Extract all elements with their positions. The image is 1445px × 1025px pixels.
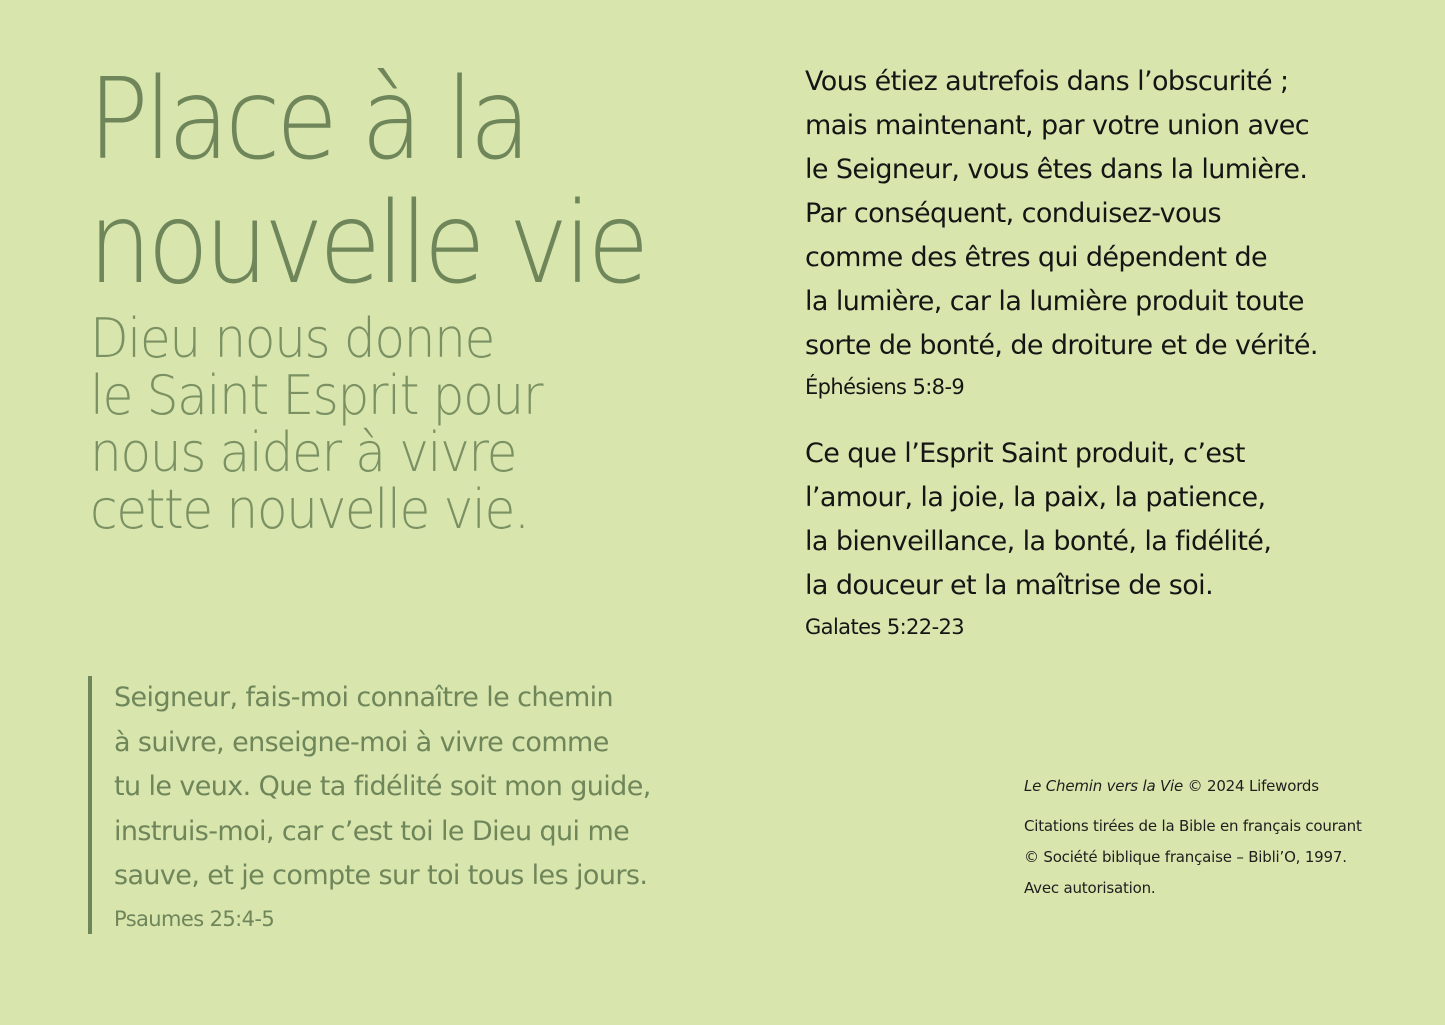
credits-line: Citations tirées de la Bible en français courant: [1024, 817, 1362, 835]
credits-line: Avec autorisation.: [1024, 879, 1156, 897]
verse-line: Par conséquent, conduisez-vous: [805, 198, 1221, 229]
prayer-quote: [88, 676, 651, 934]
verse-line: l’amour, la joie, la paix, la patience,: [805, 482, 1266, 513]
subtitle-line-2: le Saint Esprit pour: [90, 364, 543, 427]
prayer-line: Seigneur, fais-moi connaître le chemin: [114, 682, 614, 713]
subtitle-line-3: nous aider à vivre: [90, 421, 517, 484]
verse-line: la bienveillance, la bonté, la fidélité,: [805, 526, 1272, 557]
prayer-line: instruis-moi, car c’est toi le Dieu qui me: [114, 815, 630, 847]
prayer-line: sauve, et je compte sur toi tous les jours.: [114, 860, 648, 891]
verse-line: Vous étiez autrefois dans l’obscurité ;: [805, 66, 1289, 97]
verse-line: la douceur et la maîtrise de soi.: [805, 570, 1214, 601]
verse-reference: Éphésiens 5:8-9: [805, 375, 965, 399]
prayer-line: tu le veux. Que ta fidélité soit mon guide,: [114, 771, 651, 802]
subtitle-line-4: cette nouvelle vie.: [90, 478, 529, 541]
title-line-2: nouvelle vie: [88, 179, 645, 309]
verse-line: le Seigneur, vous êtes dans la lumière.: [805, 154, 1308, 185]
galatians-verse: [805, 432, 1271, 642]
verse-line: la lumière, car la lumière produit toute: [805, 286, 1304, 317]
book-title: Le Chemin vers la Vie: [1024, 777, 1184, 795]
credits: [1024, 771, 1362, 904]
prayer-reference: Psaumes 25:4-5: [114, 906, 275, 931]
title-line-1: Place à la: [88, 55, 527, 185]
verse-line: comme des êtres qui dépendent de: [805, 242, 1268, 273]
credits-line: © Société biblique française – Bibli’O, 1997.: [1024, 848, 1347, 866]
prayer-line: à suivre, enseigne-moi à vivre comme: [114, 726, 609, 758]
verse-line: Ce que l’Esprit Saint produit, c’est: [805, 438, 1245, 469]
copyright-text: © 2024 Lifewords: [1183, 777, 1319, 795]
verse-line: sorte de bonté, de droiture et de vérité.: [805, 330, 1318, 361]
book-copyright: [1024, 771, 1362, 802]
verse-reference: Galates 5:22-23: [805, 615, 965, 639]
ephesians-verse: [805, 60, 1318, 402]
subtitle-line-1: Dieu nous donne: [90, 307, 495, 370]
page-subtitle: [90, 307, 543, 541]
page-title: [88, 55, 645, 309]
verse-line: mais maintenant, par votre union avec: [805, 110, 1310, 141]
